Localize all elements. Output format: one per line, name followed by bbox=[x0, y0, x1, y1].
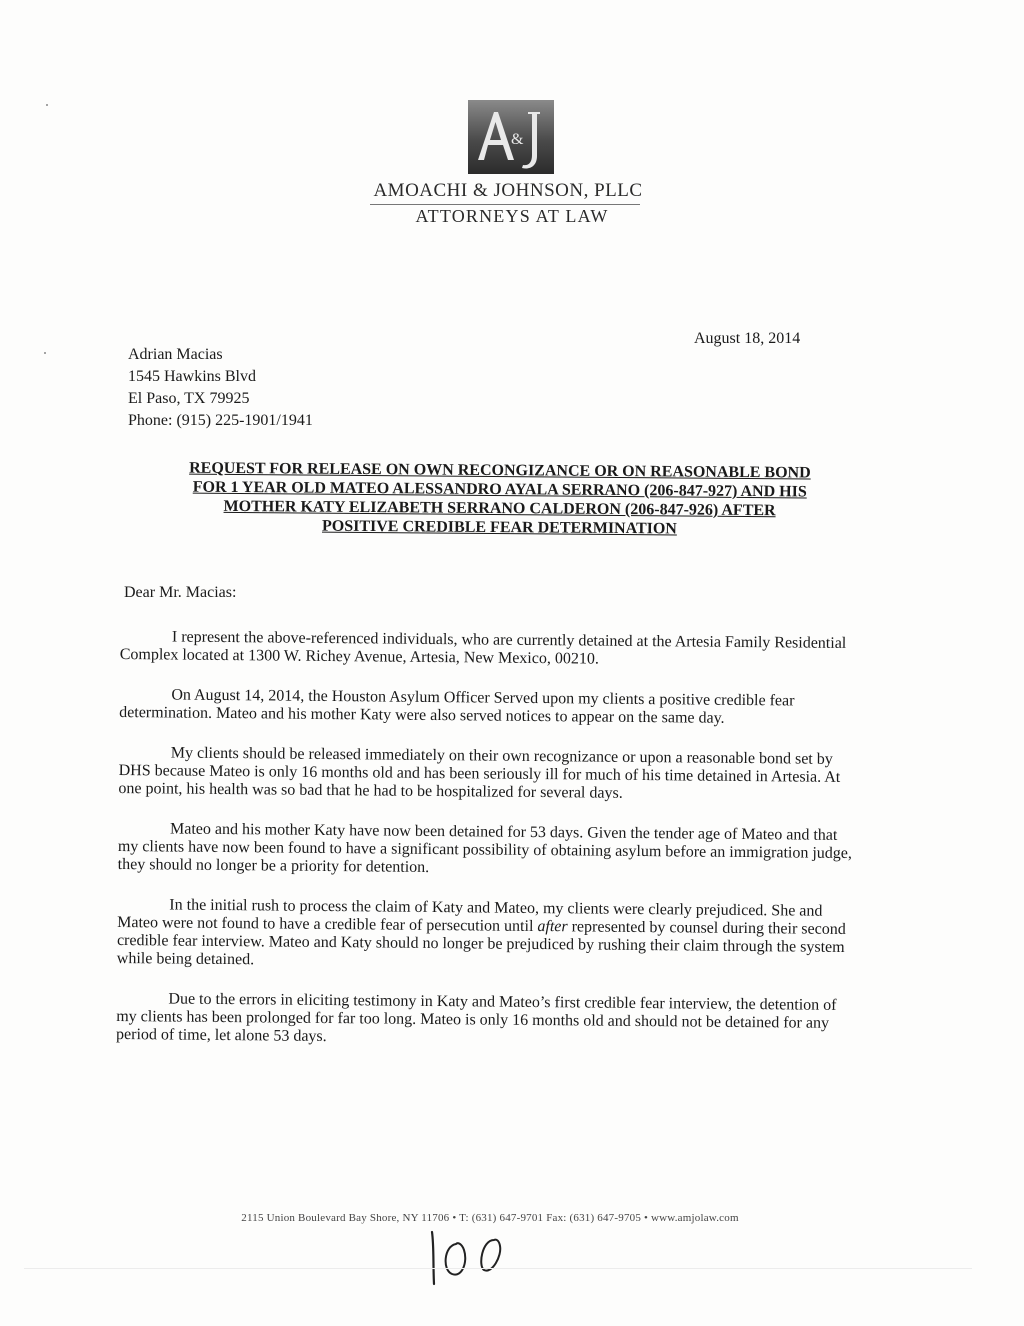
firm-name: AMOACHI & JOHNSON, PLLC bbox=[373, 180, 643, 201]
firm-logo bbox=[468, 100, 554, 174]
subject-heading bbox=[109, 458, 890, 540]
recipient-city: El Paso, TX 79925 bbox=[128, 390, 250, 407]
letter-date: August 18, 2014 bbox=[694, 330, 801, 347]
scan-speck bbox=[46, 104, 48, 106]
scan-speck bbox=[44, 352, 46, 354]
letter-body bbox=[116, 628, 860, 1073]
body-paragraph: My clients should be released immediately on their own recognizance or upon a reasonable bond set by DHS because Mateo is only 16 months old and has been seriously ill for much of his time detained in Artesia. At one point, his health was so bad that he had to be hospitalized for several days. bbox=[118, 744, 841, 802]
handwritten-note bbox=[422, 1226, 512, 1288]
salutation: Dear Mr. Macias: bbox=[124, 584, 237, 601]
body-paragraph: I represent the above-referenced individuals, who are currently detained at the Artesia Family Residential Complex located at 1300 W. Richey Avenue, Artesia, New Mexico, 00210. bbox=[119, 628, 847, 668]
letterhead-divider bbox=[370, 204, 640, 205]
paragraph-text: In the initial rush to process the claim of Katy and Mateo, my clients were clearly prejudiced. She and Mateo were not found to have a credible fear of persecution until bbox=[117, 896, 823, 936]
emphasized-word: after bbox=[537, 918, 568, 936]
recipient-name: Adrian Macias bbox=[128, 346, 223, 363]
paragraph-text: represented by counsel during their second credible fear interview. Mateo and Katy should no longer be prejudiced by rushing their claim through the system while being detained. bbox=[116, 918, 846, 969]
svg-text:&: & bbox=[511, 131, 524, 148]
recipient-street: 1545 Hawkins Blvd bbox=[128, 368, 256, 385]
body-paragraph: Due to the errors in eliciting testimony in Katy and Mateo’s first credible fear interview, the detention of my clients has been prolonged for far too long. Mateo is only 16 months old and should not be detained for any period of time, let alone 53 days. bbox=[116, 990, 837, 1046]
subject-line: POSITIVE CREDIBLE FEAR DETERMINATION bbox=[321, 517, 677, 538]
scan-edge-line bbox=[24, 1268, 972, 1269]
subject-line: MOTHER KATY ELIZABETH SERRANO CALDERON (206-847-926) AFTER bbox=[223, 497, 776, 520]
body-paragraph bbox=[117, 896, 858, 975]
recipient-address bbox=[128, 344, 313, 432]
subject-line: REQUEST FOR RELEASE ON OWN RECONGIZANCE OR ON REASONABLE BOND bbox=[189, 459, 811, 482]
body-paragraph: On August 14, 2014, the Houston Asylum Officer Served upon my clients a positive credible fear determination. Mateo and his mother Katy were also served notices to appear on the same day. bbox=[119, 686, 795, 727]
footer-contact: 2115 Union Boulevard Bay Shore, NY 11706 • T: (631) 647-9701 Fax: (631) 647-9705 • www.amjolaw.com bbox=[241, 1212, 739, 1224]
recipient-phone: Phone: (915) 225-1901/1941 bbox=[128, 412, 313, 429]
body-paragraph: Mateo and his mother Katy have now been detained for 53 days. Given the tender age of Mateo and that my clients have now been found to have a significant possibility of obtaining asylum before an immigration judge, they should no longer be a priority for detention. bbox=[117, 820, 853, 876]
subject-line: FOR 1 YEAR OLD MATEO ALESSANDRO AYALA SERRANO (206-847-927) AND HIS bbox=[192, 478, 807, 501]
firm-subtitle: ATTORNEYS AT LAW bbox=[415, 206, 609, 226]
